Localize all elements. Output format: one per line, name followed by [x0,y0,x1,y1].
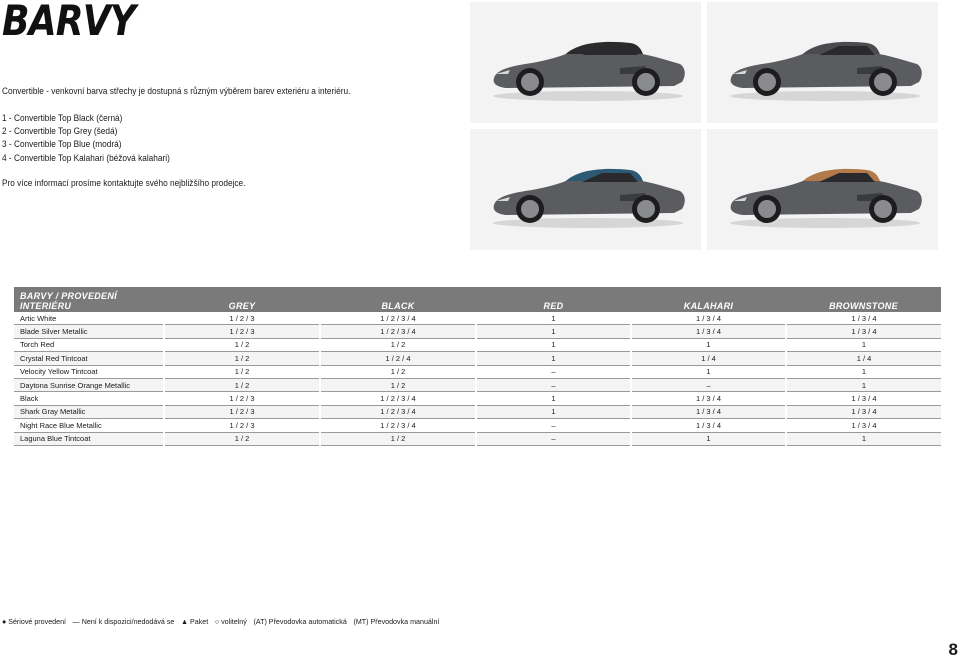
column-header: BROWNSTONE [786,287,941,312]
row-color-name: Shark Gray Metallic [14,405,164,418]
table-cell: 1 [476,405,631,418]
table-row [14,419,941,432]
column-header: RED [476,287,631,312]
front-rim [758,200,776,218]
header-label-line2: INTERIÉRU [20,301,72,311]
top-option: 4 - Convertible Top Kalahari (béžová kalahari) [2,152,170,163]
car-image-top-1 [470,2,701,123]
top-option: 3 - Convertible Top Blue (modrá) [2,139,122,150]
table-cell: 1 / 3 / 4 [631,312,786,325]
table-header-row [14,287,941,312]
table-row [14,365,941,378]
table-cell: 1 / 2 / 4 [320,352,476,365]
header-label-line1: BARVY / PROVEDENÍ [20,291,117,301]
rear-rim [637,200,655,218]
car-image-top-4 [707,129,938,250]
legend-label: Není k dispozici/nedodává se [81,617,175,626]
legend-item [181,617,208,626]
row-color-name: Daytona Sunrise Orange Metallic [14,378,164,391]
front-rim [521,200,539,218]
table-cell: – [476,365,631,378]
table-cell: 1 / 3 / 4 [631,392,786,405]
legend-symbol-icon: ● [2,617,7,626]
page-number: 8 [948,640,958,659]
legend-label: Paket [190,617,209,626]
table-cell: 1 / 3 / 4 [786,405,941,418]
table-header-label [14,287,164,312]
table-cell: 1 / 4 [786,352,941,365]
table-cell: 1 [476,312,631,325]
table-cell: 1 / 2 [320,338,476,351]
table-cell: 1 / 2 [164,338,320,351]
table-row [14,378,941,391]
table-cell: 1 / 2 [320,378,476,391]
table-row [14,325,941,338]
table-cell: 1 / 2 [164,378,320,391]
table-row [14,405,941,418]
legend-symbol-icon: — [72,617,80,626]
table-cell: 1 / 2 [320,365,476,378]
legend-label: (MT) Převodovka manuální [353,617,440,626]
row-color-name: Artic White [14,312,164,325]
table-cell: 1 [631,365,786,378]
table-cell: 1 [631,432,786,445]
table-cell: 1 / 2 / 3 / 4 [320,405,476,418]
column-header: GREY [164,287,320,312]
row-color-name: Blade Silver Metallic [14,325,164,338]
car-image-top-2 [707,2,938,123]
table-cell: 1 [786,432,941,445]
table-cell: 1 / 2 [164,365,320,378]
table-cell: 1 / 3 / 4 [786,325,941,338]
table-cell: 1 / 3 / 4 [631,325,786,338]
legend-label: volitelný [221,617,247,626]
table-cell: 1 / 3 / 4 [631,419,786,432]
car-illustration [707,129,938,250]
table-cell: 1 / 2 / 3 / 4 [320,392,476,405]
table-cell: 1 [476,325,631,338]
row-color-name: Night Race Blue Metallic [14,419,164,432]
legend [2,617,446,626]
legend-symbol-icon: ▲ [181,617,189,626]
table-cell: 1 / 2 / 3 / 4 [320,419,476,432]
table-cell: 1 / 2 / 3 [164,419,320,432]
table-cell: – [631,378,786,391]
top-option: 2 - Convertible Top Grey (šedá) [2,126,118,137]
legend-label: (AT) Převodovka automatická [253,617,347,626]
table-row [14,312,941,325]
row-color-name: Black [14,392,164,405]
table-cell: 1 / 4 [631,352,786,365]
table-cell: 1 / 3 / 4 [786,312,941,325]
table-cell: 1 / 2 [164,352,320,365]
table-cell: 1 / 2 / 3 / 4 [320,325,476,338]
row-color-name: Crystal Red Tintcoat [14,352,164,365]
intro-text: Convertible - venkovní barva střechy je dostupná s různým výběrem barev exteriéru a interiéru. [2,86,351,96]
table-cell: 1 [476,392,631,405]
convertible-top-list [2,112,170,165]
legend-item [215,617,247,626]
car-illustration [470,2,701,123]
rear-rim [874,73,892,91]
table-cell: – [476,378,631,391]
table-cell: 1 [786,378,941,391]
table-row [14,338,941,351]
table-cell: 1 [476,338,631,351]
table-cell: 1 / 2 / 3 [164,312,320,325]
legend-symbol-icon: ○ [214,617,220,626]
table-cell: 1 / 2 / 3 [164,392,320,405]
top-option: 1 - Convertible Top Black (černá) [2,113,123,123]
table-cell: 1 [786,338,941,351]
front-rim [521,73,539,91]
rear-rim [874,200,892,218]
table-row [14,392,941,405]
legend-item [2,617,66,626]
table-cell: 1 / 2 / 3 / 4 [320,312,476,325]
row-color-name: Velocity Yellow Tintcoat [14,365,164,378]
rear-rim [637,73,655,91]
table-cell: 1 [631,338,786,351]
front-rim [758,73,776,91]
legend-label: Sériové provedení [8,617,67,626]
table-cell: 1 / 3 / 4 [786,392,941,405]
table-cell: 1 / 2 / 3 [164,325,320,338]
color-table [14,287,941,446]
column-header: KALAHARI [631,287,786,312]
legend-item [73,617,175,626]
car-illustration [470,129,701,250]
legend-item [353,617,439,626]
table-cell: – [476,419,631,432]
table-cell: 1 [476,352,631,365]
car-illustration [707,2,938,123]
table-cell: 1 / 3 / 4 [786,419,941,432]
legend-item [253,617,346,626]
row-color-name: Laguna Blue Tintcoat [14,432,164,445]
table-cell: 1 / 3 / 4 [631,405,786,418]
row-color-name: Torch Red [14,338,164,351]
table-row [14,432,941,445]
column-header: BLACK [320,287,476,312]
table-row [14,352,941,365]
table-cell: 1 / 2 [320,432,476,445]
table-cell: 1 / 2 [164,432,320,445]
table-cell: – [476,432,631,445]
table-cell: 1 / 2 / 3 [164,405,320,418]
car-image-top-3 [470,129,701,250]
contact-note: Pro více informací prosíme kontaktujte svého nejbližšího prodejce. [2,178,246,188]
page-title: BARVY [2,0,136,45]
table-cell: 1 [786,365,941,378]
